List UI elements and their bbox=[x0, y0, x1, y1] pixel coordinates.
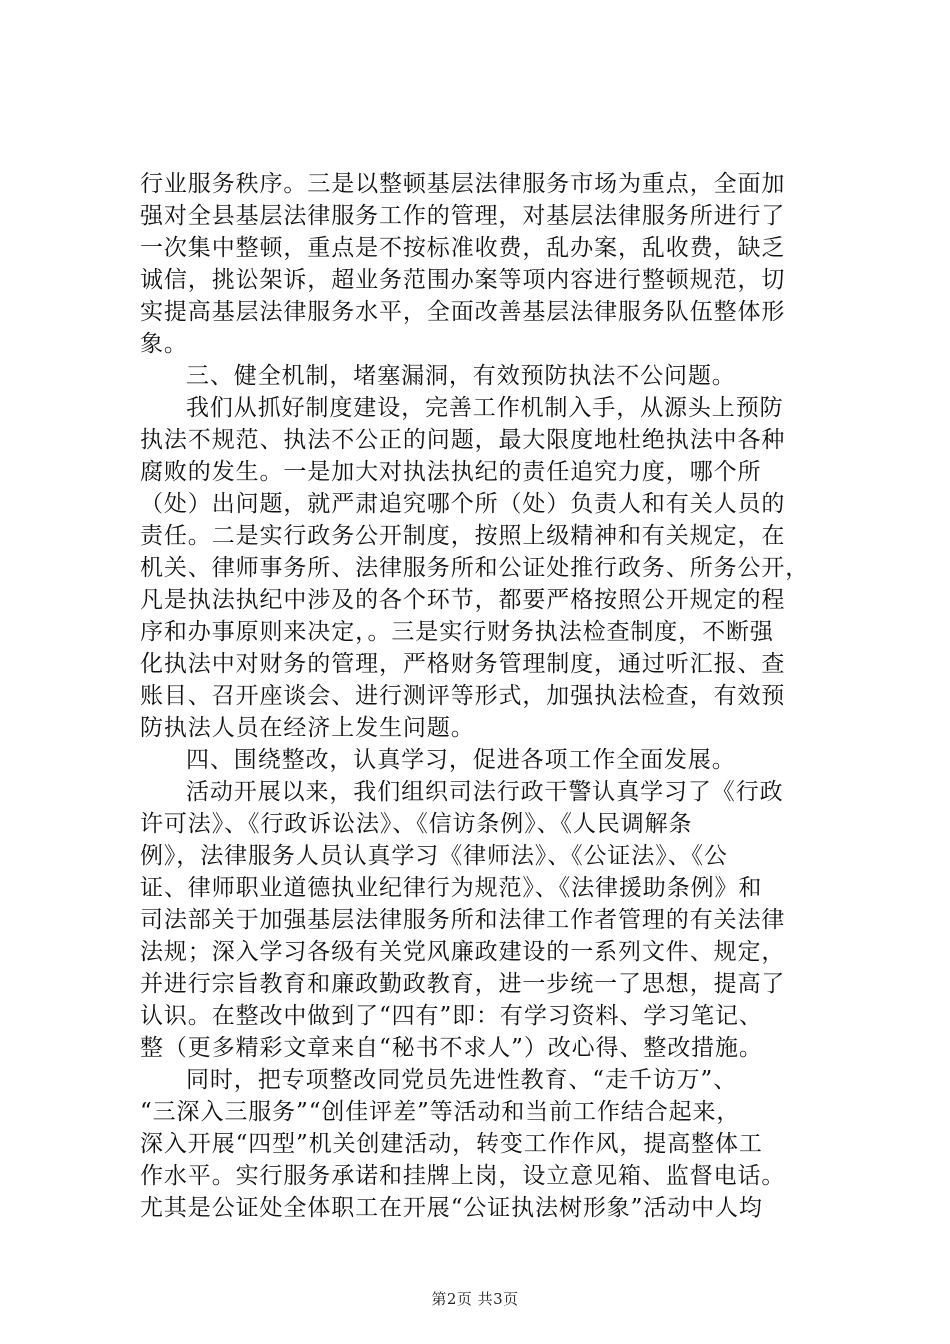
text-line: 实提高基层法律服务水平，全面改善基层法律服务队伍整体形 bbox=[140, 299, 786, 325]
text-line: 机关、律师事务所、法律服务所和公证处推行政务、所务公开， bbox=[140, 555, 810, 581]
text-line: 腐败的发生。一是加大对执法执纪的责任追究力度，哪个所 bbox=[140, 459, 762, 485]
text-line: 认识。在整改中做到了“四有”即：有学习资料、学习笔记、 bbox=[140, 1003, 763, 1029]
text-line: 我们从抓好制度建设，完善工作机制入手，从源头上预防 bbox=[186, 395, 784, 421]
text-line: 尤其是公证处全体职工在开展“公证执法树形象”活动中人均 bbox=[140, 1195, 763, 1221]
text-line: 司法部关于加强基层法律服务所和法律工作者管理的有关法律 bbox=[140, 907, 786, 933]
text-line: 作水平。实行服务承诺和挂牌上岗，设立意见箱、监督电话。 bbox=[140, 1163, 786, 1189]
text-line: 同时，把专项整改同党员先进性教育、“走千访万”、 bbox=[186, 1067, 738, 1093]
text-line: 整（更多精彩文章来自“秘书不求人”）改心得、整改措施。 bbox=[140, 1035, 763, 1061]
text-line: 诚信，挑讼架诉，超业务范围办案等项内容进行整顿规范，切 bbox=[140, 267, 786, 293]
text-line: “三深入三服务”“创佳评差”等活动和当前工作结合起来， bbox=[140, 1099, 741, 1125]
text-line: 法规；深入学习各级有关党风廉政建设的一系列文件、规定， bbox=[140, 939, 786, 965]
text-line: 防执法人员在经济上发生问题。 bbox=[140, 715, 475, 741]
text-line: 证、律师职业道德执业纪律行为规范》、《法律援助条例》和 bbox=[140, 875, 763, 901]
page-footer: 第2页 共3页 bbox=[431, 1290, 519, 1308]
text-line: 强对全县基层法律服务工作的管理，对基层法律服务所进行了 bbox=[140, 203, 786, 229]
text-line: 深入开展“四型”机关创建活动，转变工作作风，提高整体工 bbox=[140, 1131, 763, 1157]
text-line: 行业服务秩序。三是以整顿基层法律服务市场为重点，全面加 bbox=[140, 171, 786, 197]
text-line: 凡是执法执纪中涉及的各个环节，都要严格按照公开规定的程 bbox=[140, 587, 786, 613]
text-line: 一次集中整顿，重点是不按标准收费，乱办案，乱收费，缺乏 bbox=[140, 235, 786, 261]
text-line: 执法不规范、执法不公正的问题，最大限度地杜绝执法中各种 bbox=[140, 427, 786, 453]
section-heading: 四、围绕整改，认真学习，促进各项工作全面发展。 bbox=[186, 747, 736, 773]
text-line: 象。 bbox=[140, 331, 188, 357]
text-line: 例》，法律服务人员认真学习《律师法》、《公证法》、《公 bbox=[140, 843, 728, 869]
section-heading: 三、健全机制，堵塞漏洞，有效预防执法不公问题。 bbox=[186, 363, 736, 389]
text-line: 许可法》、《行政诉讼法》、《信访条例》、《人民调解条 bbox=[140, 811, 693, 837]
text-line: 化执法中对财务的管理，严格财务管理制度，通过听汇报、查 bbox=[140, 651, 786, 677]
text-line: 责任。二是实行政务公开制度，按照上级精神和有关规定，在 bbox=[140, 523, 786, 549]
text-line: 并进行宗旨教育和廉政勤政教育，进一步统一了思想，提高了 bbox=[140, 971, 786, 997]
text-line: 序和办事原则来决定，。三是实行财务执法检查制度，不断强 bbox=[140, 619, 774, 645]
text-line: （处）出问题，就严肃追究哪个所（处）负责人和有关人员的 bbox=[140, 491, 786, 517]
document-body bbox=[140, 168, 820, 1224]
text-line: 账目、召开座谈会、进行测评等形式，加强执法检查，有效预 bbox=[140, 683, 786, 709]
text-line: 活动开展以来，我们组织司法行政干警认真学习了《行政 bbox=[186, 779, 784, 805]
